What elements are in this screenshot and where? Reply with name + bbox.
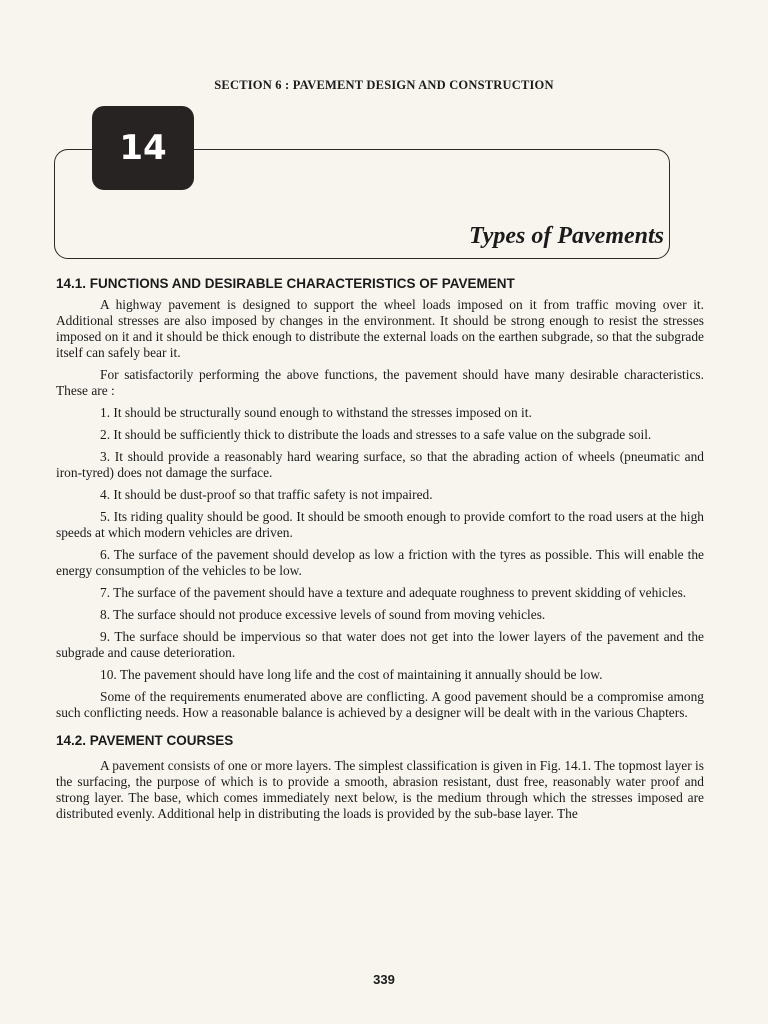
list-item: 2. It should be sufficiently thick to distribute the loads and stresses to a safe value on the subgrade soil. xyxy=(100,427,652,442)
paragraph: A highway pavement is designed to support the wheel loads imposed on it from traffic moving over it. Additional stresses are also imposed by changes in the environment. It should be strong enough to resist the stresses imposed on it and it should be thick enough to distribute the external loads on the earthen subgrade, so that the subgrade itself can safely bear it. xyxy=(56,297,704,360)
list-item: 8. The surface should not produce excessive levels of sound from moving vehicles. xyxy=(100,607,546,622)
requirements-list xyxy=(56,405,704,683)
list-item: 7. The surface of the pavement should have a texture and adequate roughness to prevent skidding of vehicles. xyxy=(100,585,687,600)
chapter-number-badge: 14 xyxy=(92,106,194,190)
section-header: SECTION 6 : PAVEMENT DESIGN AND CONSTRUCTION xyxy=(214,78,554,92)
page-content xyxy=(56,276,704,822)
list-item: 5. Its riding quality should be good. It should be smooth enough to provide comfort to the road users at the high speeds at which modern vehicles are driven. xyxy=(56,509,704,540)
section-heading-14-1: 14.1. FUNCTIONS AND DESIRABLE CHARACTERISTICS OF PAVEMENT xyxy=(56,276,515,291)
paragraph: Some of the requirements enumerated above are conflicting. A good pavement should be a compromise among such conflicting needs. How a reasonable balance is achieved by a designer will be dealt with in the various Chapters. xyxy=(56,689,704,720)
list-item: 4. It should be dust-proof so that traffic safety is not impaired. xyxy=(100,487,433,502)
section-heading-14-2: 14.2. PAVEMENT COURSES xyxy=(56,733,234,748)
list-item: 1. It should be structurally sound enough to withstand the stresses imposed on it. xyxy=(100,405,532,420)
paragraph: For satisfactorily performing the above functions, the pavement should have many desirable characteristics. These are : xyxy=(56,367,704,398)
list-item: 9. The surface should be impervious so that water does not get into the lower layers of the pavement and the subgrade and cause deterioration. xyxy=(56,629,704,660)
page-number: 339 xyxy=(373,972,395,987)
chapter-title: Types of Pavements xyxy=(468,223,664,249)
list-item: 6. The surface of the pavement should develop as low a friction with the tyres as possible. This will enable the energy consumption of the vehicles to be low. xyxy=(56,547,704,578)
list-item: 10. The pavement should have long life and the cost of maintaining it annually should be low. xyxy=(100,667,603,682)
paragraph: A pavement consists of one or more layers. The simplest classification is given in Fig. 14.1. The topmost layer is the surfacing, the purpose of which is to provide a smooth, abrasion resistant, dust free, reasonably water proof and strong layer. The base, which comes immediately next below, is the medium through which the stresses imposed are distributed evenly. Additional help in distributing the loads is provided by the sub-base layer. The xyxy=(56,758,704,821)
list-item: 3. It should provide a reasonably hard wearing surface, so that the abrading action of wheels (pneumatic and iron-tyred) does not damage the surface. xyxy=(56,449,704,480)
